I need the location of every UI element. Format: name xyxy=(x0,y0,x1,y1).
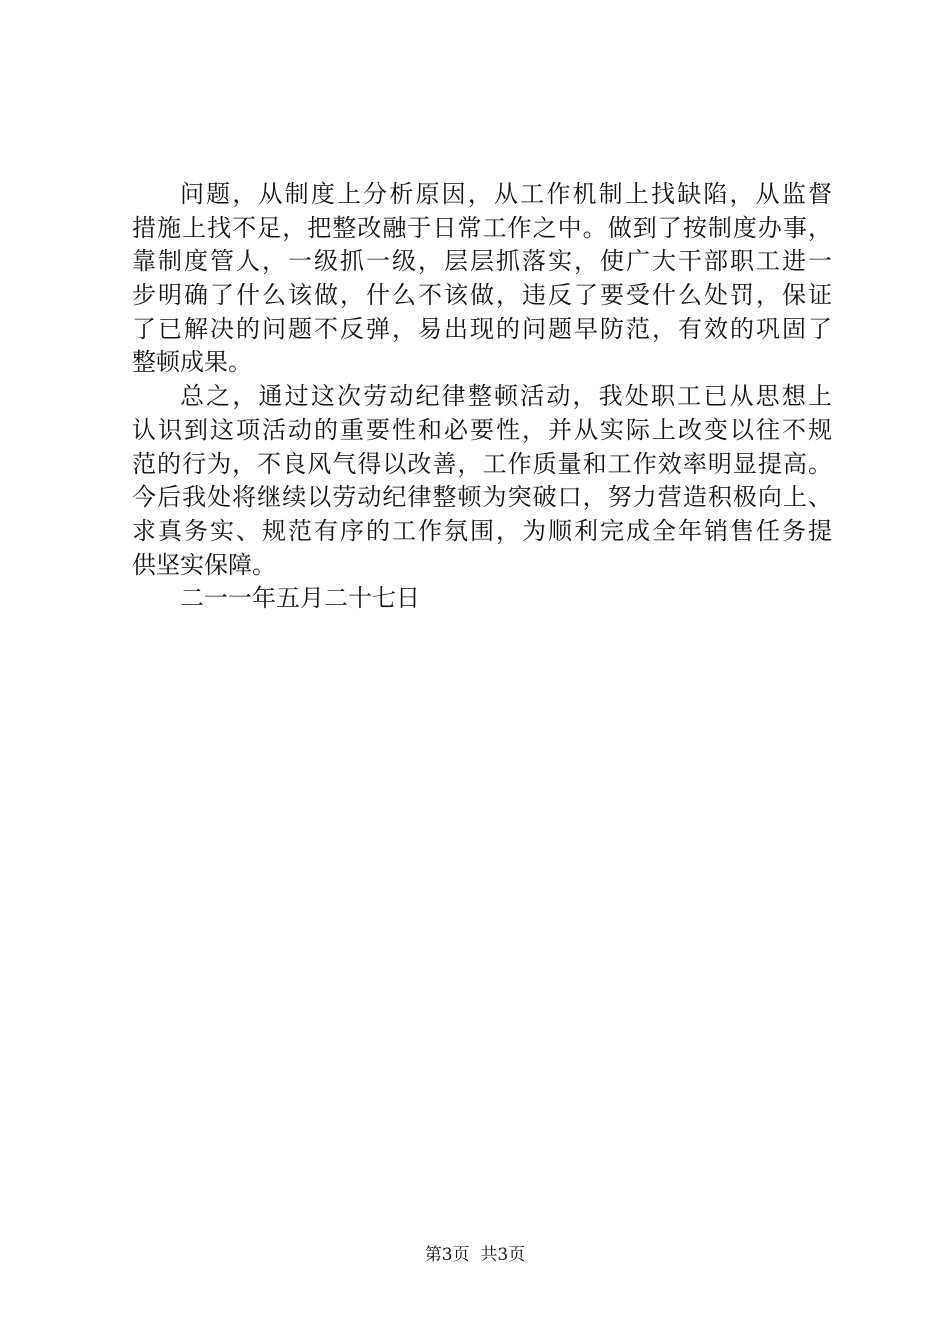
paragraph xyxy=(132,178,832,380)
text-line: 求真务实、规范有序的工作氛围，为顺利完成全年销售任务提 xyxy=(132,516,832,545)
text-line: 了已解决的问题不反弹，易出现的问题早防范，有效的巩固了 xyxy=(132,314,832,343)
paragraph xyxy=(132,380,832,582)
page-footer xyxy=(0,1244,950,1266)
page-number: 第3页 xyxy=(424,1245,470,1265)
text-line: 范的行为，不良风气得以改善，工作质量和工作效率明显提高。 xyxy=(132,449,832,478)
text-line: 认识到这项活动的重要性和必要性，并从实际上改变以往不规 xyxy=(132,415,832,444)
text-line: 总之，通过这次劳动纪律整顿活动，我处职工已从思想上 xyxy=(180,382,832,411)
text-line: 供坚实保障。 xyxy=(132,550,276,579)
document-body xyxy=(132,178,832,616)
text-line: 问题，从制度上分析原因，从工作机制上找缺陷，从监督 xyxy=(180,180,832,208)
text-line: 靠制度管人，一级抓一级，层层抓落实，使广大干部职工进一 xyxy=(132,247,832,276)
text-line: 整顿成果。 xyxy=(132,348,252,377)
date-line: 二一一年五月二十七日 xyxy=(180,584,420,613)
page-total: 共3页 xyxy=(480,1245,526,1265)
text-line: 步明确了什么该做，什么不该做，违反了要受什么处罚，保证 xyxy=(132,281,832,310)
text-line: 措施上找不足，把整改融于日常工作之中。做到了按制度办事， xyxy=(132,213,832,242)
date-paragraph xyxy=(132,582,832,616)
text-line: 今后我处将继续以劳动纪律整顿为突破口，努力营造积极向上、 xyxy=(132,483,832,512)
